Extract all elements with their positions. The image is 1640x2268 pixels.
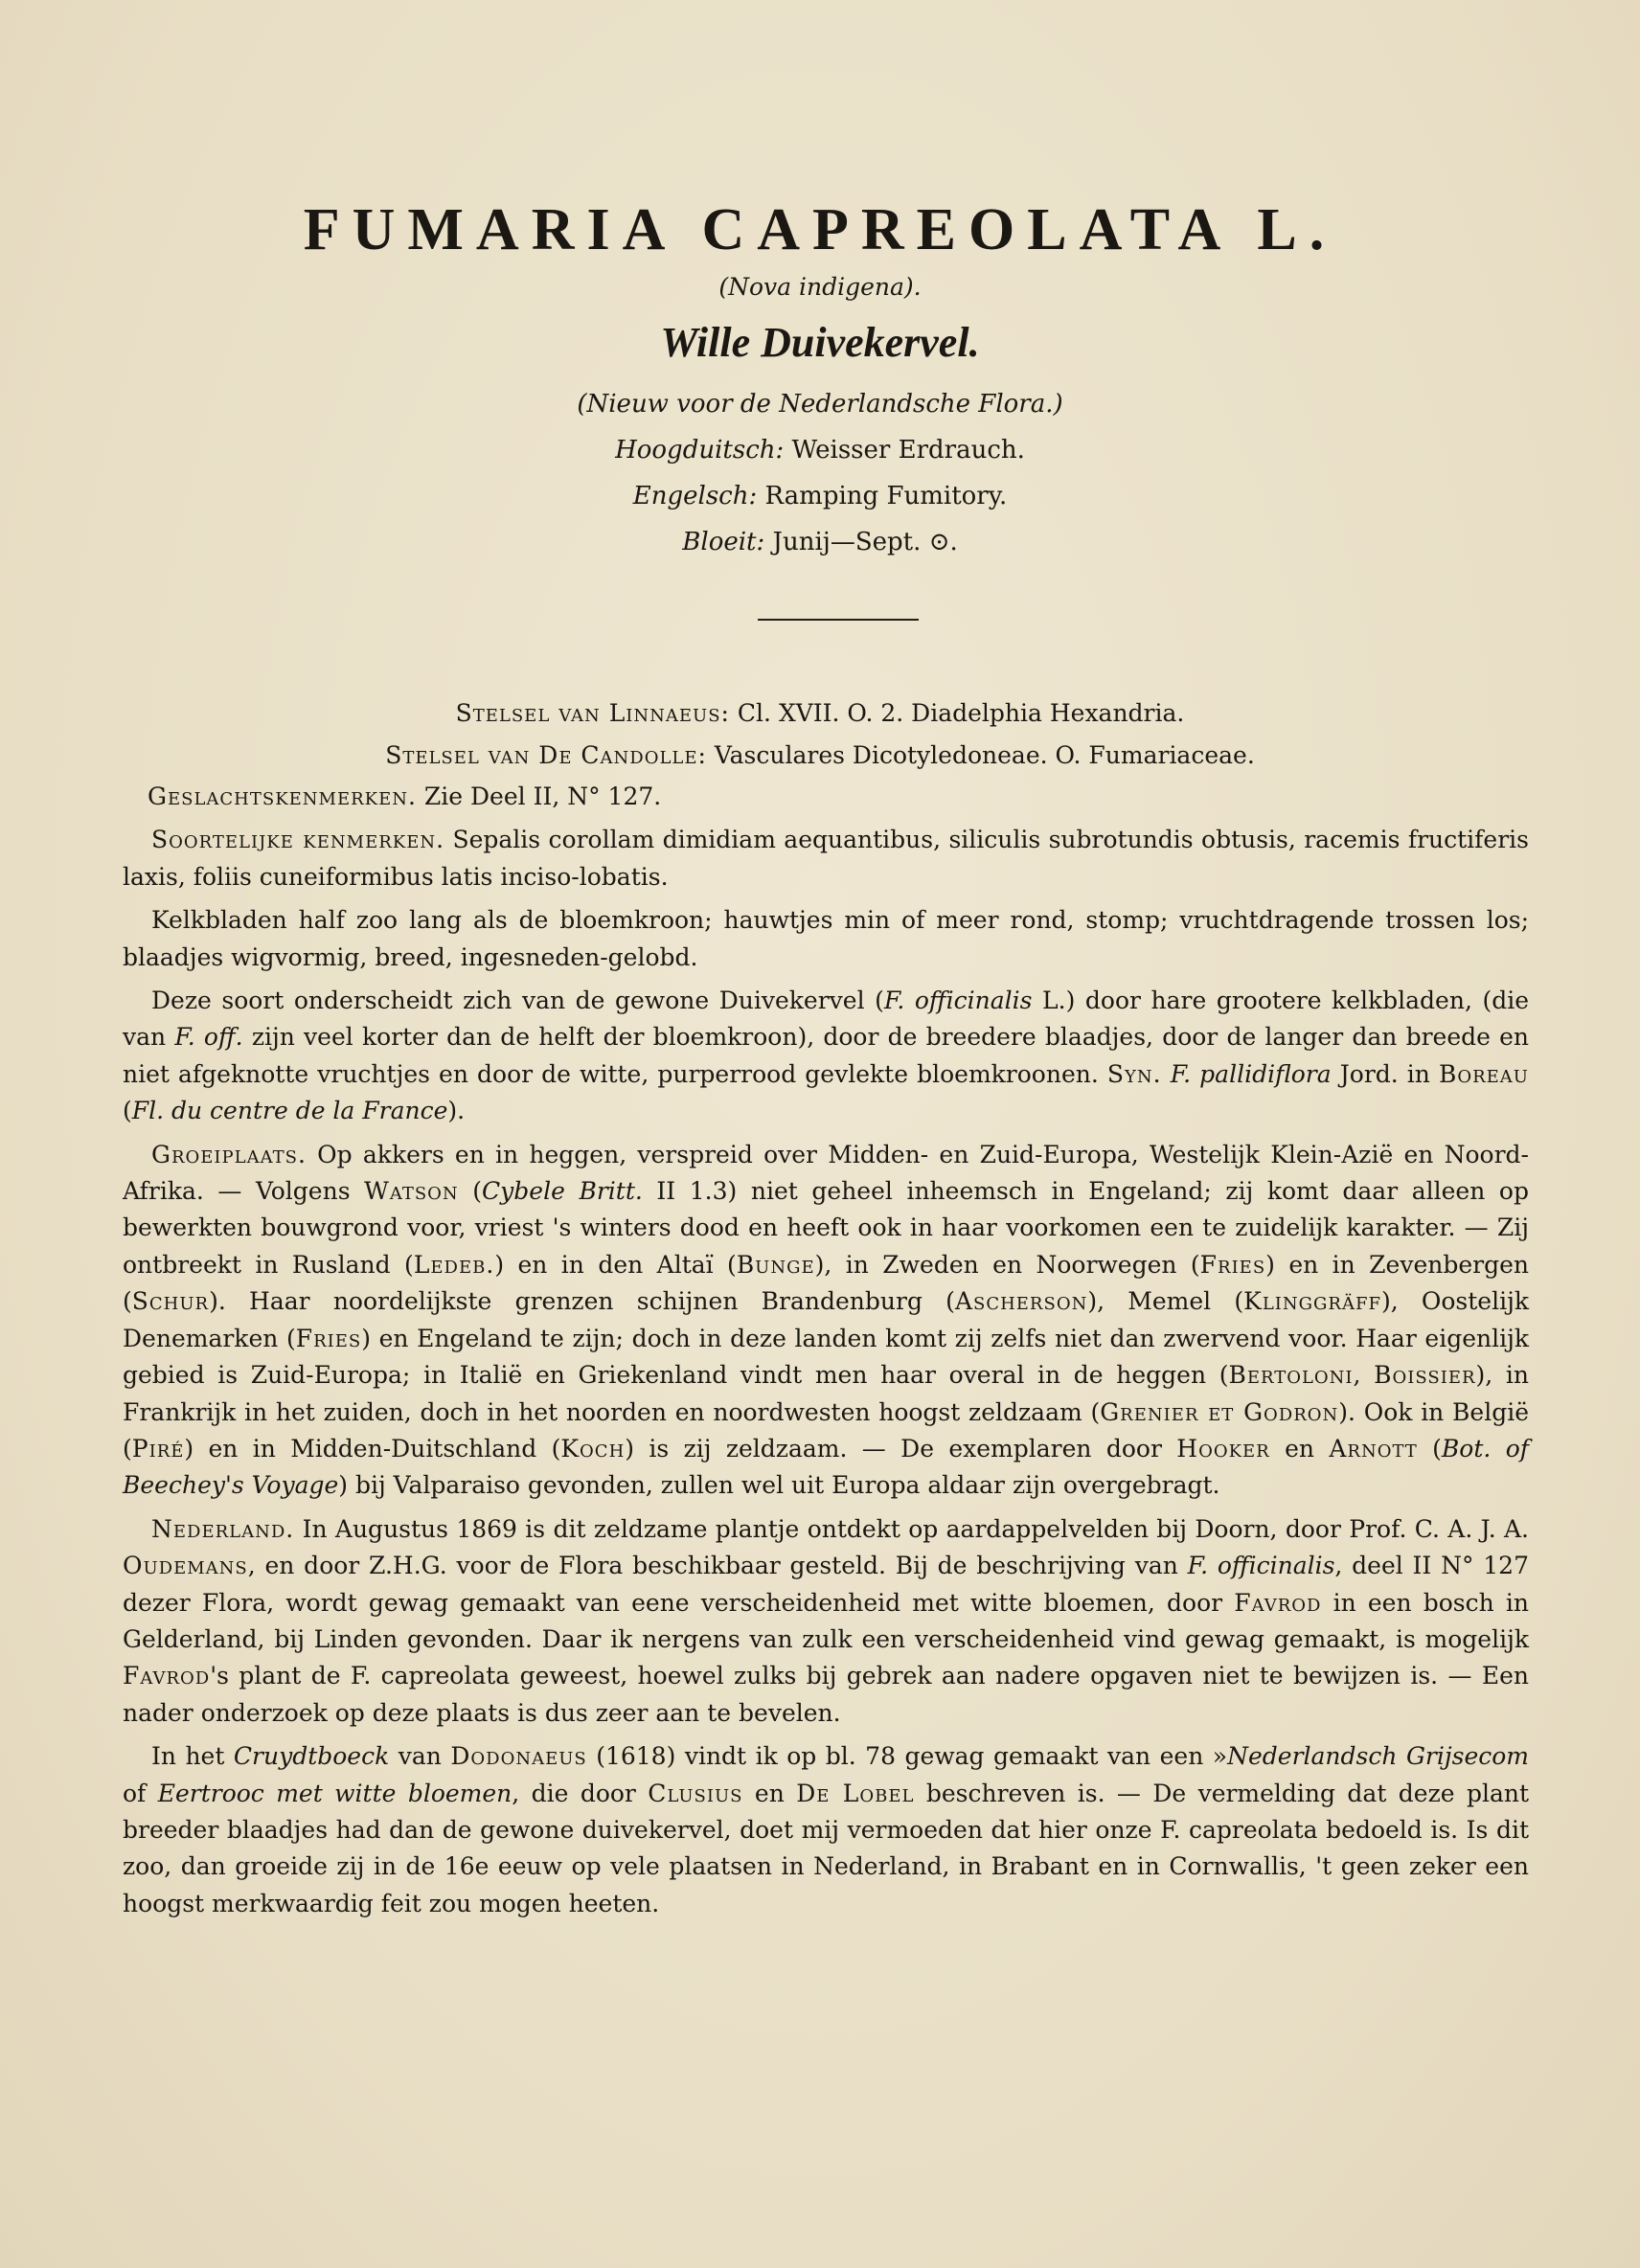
text-run: van — [389, 1742, 451, 1771]
text-run: of — [123, 1779, 158, 1807]
text-run: ), Memel ( — [1087, 1287, 1244, 1316]
nederland-paragraph — [123, 1511, 1529, 1732]
italic-run: F. pallidiflora — [1161, 1059, 1332, 1088]
groeiplaats-label: Groeiplaats. — [151, 1140, 307, 1168]
text-run: , deel II N° 127 dezer Flora, wordt gewag gemaakt van eene verscheidenheid met witte bloemen, door — [123, 1552, 1529, 1617]
species-title: FUMARIA CAPREOLATA L. — [303, 197, 1337, 262]
italic-run: Fl. du centre de la France — [131, 1097, 448, 1125]
groeiplaats-paragraph — [123, 1137, 1529, 1505]
nederland-label: Nederland. — [151, 1514, 295, 1543]
text-run: Deze soort onderscheidt zich van de gewone Duivekervel ( — [151, 987, 884, 1015]
author-name: Favrod — [123, 1662, 211, 1690]
author-name: De Lobel — [796, 1779, 915, 1807]
text-run: 's plant de F. capreolata geweest, hoewel zulks bij gebrek aan nadere opgaven niet te bewijzen is. — Een nader onderzoek op deze plaats is dus zeer aan te bevelen. — [123, 1662, 1529, 1727]
text-run: ). — [447, 1097, 466, 1125]
page-header — [0, 192, 1640, 565]
text-run: ). Haar noordelijkste grenzen schijnen Brandenburg ( — [209, 1287, 955, 1316]
author-name: Boreau — [1438, 1059, 1529, 1088]
text-run: ( — [458, 1177, 483, 1206]
author-name: Grenier et Godron — [1100, 1397, 1339, 1426]
author-name: Schur — [131, 1287, 210, 1316]
text-run: ) is zij zeldzaam. — De exemplaren door — [625, 1434, 1177, 1463]
author-name: Ascherson — [954, 1287, 1088, 1316]
cruydtboeck-paragraph — [123, 1738, 1529, 1922]
bloeit-line — [0, 519, 1640, 565]
text-run: ) en in Midden-Duitschland ( — [184, 1434, 561, 1463]
text-run: Jord. in — [1331, 1059, 1439, 1088]
author-name: Boissier — [1374, 1361, 1476, 1390]
engelsch-label: Engelsch: — [632, 482, 758, 510]
geslachtskenmerken-text: Zie Deel II, N° 127. — [423, 782, 662, 810]
text-run: zijn veel korter dan de helft der bloemkroon), door de breedere blaadjes, door de langer dan breede en niet afgeknotte vruchtjes en door de witte, purperrood gevlekte bloemkroonen. — [123, 1023, 1530, 1088]
nova-indigena-note: (Nova indigena). — [718, 273, 922, 301]
author-name: Favrod — [1234, 1588, 1322, 1617]
stelsel-candolle — [0, 739, 1640, 772]
dutch-common-name: Wille Duivekervel. — [660, 319, 980, 366]
text-run: ( — [1417, 1434, 1442, 1463]
hoogduitsch-value: Weisser Erdrauch. — [791, 436, 1025, 465]
author-name: Ledeb. — [413, 1250, 495, 1279]
nieuw-note — [0, 381, 1640, 427]
text-run: beschreven is. — De vermelding dat deze plant breeder blaadjes had dan de gewone duivekervel, doet mij vermoeden dat hier onze F. capreolata bedoeld is. Is dit zoo, dan groeide zij in de 16e eeuw op vele plaatsen in Nederland, in Brabant en in Cornwallis, 't geen zeker een hoogst merkwaardig feit zou mogen heeten. — [123, 1779, 1530, 1917]
nieuw-text: (Nieuw voor de Nederlandsche Flora.) — [577, 390, 1063, 419]
author-name: Arnott — [1329, 1434, 1418, 1463]
candolle-value: Vasculares Dicotyledoneae. O. Fumariaceae. — [714, 741, 1255, 769]
bloeit-value: Junij—Sept. ⊙. — [772, 528, 958, 556]
text-run: ) en in Zevenbergen ( — [123, 1250, 1529, 1316]
geslachtskenmerken-label: Geslachtskenmerken. — [148, 782, 417, 810]
text-run: (1618) vindt ik op bl. 78 gewag gemaakt van een » — [586, 1742, 1228, 1771]
author-name: Hooker — [1176, 1434, 1270, 1463]
soortelijke-text: Sepalis corollam dimidiam aequantibus, siliculis subrotundis obtusis, racemis fructiferis laxis, foliis cuneiformibus latis inciso-lobatis. — [123, 826, 1529, 891]
stelsel-linnaeus — [0, 697, 1640, 730]
bloeit-label: Bloeit: — [682, 528, 765, 556]
author-name: Bunge — [736, 1250, 815, 1279]
text-run: In Augustus 1869 is dit zeldzame plantje ontdekt op aardappelvelden bij Doorn, door Prof. C. A. J. A. — [294, 1514, 1529, 1543]
kelkbladen-paragraph: Kelkbladen half zoo lang als de bloemkroon; hauwtjes min of meer rond, stomp; vruchtdragende trossen los; blaadjes wigvormig, breed, ingesneden-gelobd. — [123, 906, 1529, 971]
separator-rule — [758, 619, 919, 621]
syn-label: Syn. — [1106, 1059, 1162, 1088]
text-run: ) bij Valparaiso gevonden, zullen wel uit Europa aldaar zijn overgebragt. — [338, 1471, 1220, 1500]
author-name: Koch — [560, 1434, 626, 1463]
italic-run: Cybele Britt. — [482, 1177, 643, 1206]
text-run: ( — [123, 1097, 132, 1125]
text-run: , en door Z.H.G. voor de Flora beschikbaar gesteld. Bij de beschrijving van — [247, 1552, 1188, 1580]
italic-run: Eertrooc met witte bloemen — [157, 1779, 512, 1807]
linnaeus-value: Cl. XVII. O. 2. Diadelphia Hexandria. — [737, 699, 1185, 727]
author-name: Dodonaeus — [450, 1742, 587, 1771]
text-run: L.) door hare grootere kelkbladen, (die van — [123, 987, 1530, 1052]
author-name: Watson — [364, 1177, 459, 1206]
text-run: in een bosch in Gelderland, bij Linden gevonden. Daar ik nergens van zulk een verscheidenheid vind gewag gemaakt, is mogelijk — [123, 1588, 1529, 1653]
hoogduitsch-label: Hoogduitsch: — [615, 436, 785, 465]
engelsch-line — [0, 473, 1640, 519]
soortelijke-label: Soortelijke kenmerken. — [151, 826, 445, 854]
text-run: ). Ook in België ( — [123, 1397, 1529, 1463]
linnaeus-label: Stelsel van Linnaeus: — [455, 699, 730, 727]
body-text — [123, 779, 1529, 1929]
deze-soort-paragraph — [123, 983, 1529, 1130]
soortelijke-paragraph — [123, 822, 1529, 896]
text-run: II 1.3) niet geheel inheemsch in Engeland; zij komt daar alleen op bewerkten bouwgrond voor, vriest 's winters dood en heeft ook in haar voorkomen een te zuidelijk karakter. — Zij ontbreekt in Rusland ( — [123, 1177, 1529, 1279]
engelsch-value: Ramping Fumitory. — [764, 482, 1008, 510]
italic-run: Nederlandsch Grijsecom — [1227, 1742, 1529, 1771]
text-run: , die door — [512, 1779, 649, 1807]
author-name: Fries — [1199, 1250, 1266, 1279]
italic-run: Bot. of Beechey's Voyage — [123, 1434, 1529, 1500]
hoogduitsch-line — [0, 427, 1640, 473]
geslachtskenmerken-paragraph — [123, 779, 1529, 815]
author-name: Klinggräff — [1243, 1287, 1381, 1316]
text-run: ), in Zweden en Noorwegen ( — [814, 1250, 1200, 1279]
text-run: Op akkers en in heggen, verspreid over Midden- en Zuid-Europa, Westelijk Klein-Azië en Noord-Afrika. — Volgens — [123, 1140, 1529, 1206]
author-name: Clusius — [648, 1779, 743, 1807]
italic-run: F. officinalis — [1187, 1552, 1335, 1580]
text-run: ), in Frankrijk in het zuiden, doch in het noorden en noordwesten hoogst zeldzaam ( — [123, 1361, 1529, 1426]
author-name: Fries — [295, 1324, 362, 1352]
text-run: , — [1353, 1361, 1375, 1390]
author-name: Oudemans — [123, 1552, 248, 1580]
italic-run: F. officinalis — [883, 987, 1033, 1015]
italic-run: F. off. — [174, 1023, 243, 1052]
text-run: en — [1269, 1434, 1330, 1463]
author-name: Piré — [131, 1434, 185, 1463]
text-run: ), Oostelijk Denemarken ( — [123, 1287, 1529, 1352]
author-name: Bertoloni — [1228, 1361, 1354, 1390]
text-run: In het — [151, 1742, 234, 1771]
candolle-label: Stelsel van De Candolle: — [385, 741, 707, 769]
italic-run: Cruydtboeck — [233, 1742, 390, 1771]
text-run: ) en Engeland te zijn; doch in deze landen komt zij zelfs niet dan zwervend voor. Haar eigenlijk gebied is Zuid-Europa; in Italië en Griekenland vindt men haar overal in de heggen ( — [123, 1324, 1529, 1390]
text-run: en — [742, 1779, 797, 1807]
text-run: ) en in den Altaï ( — [494, 1250, 737, 1279]
